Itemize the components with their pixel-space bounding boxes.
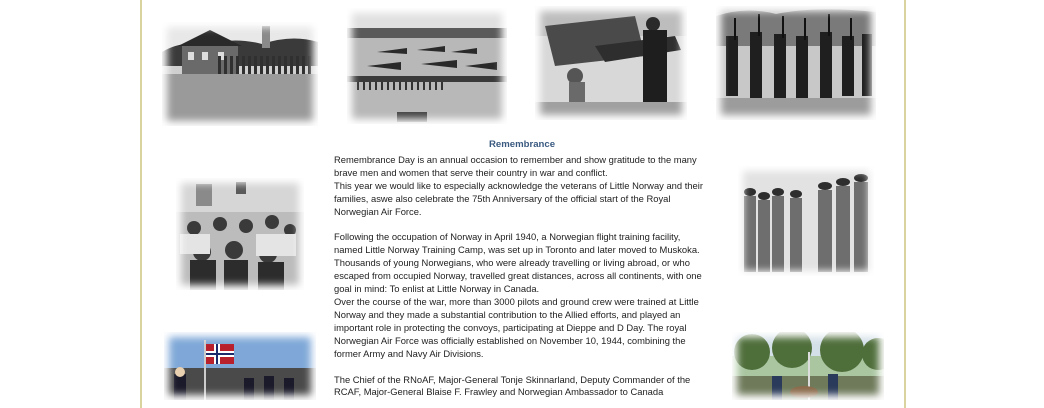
photo-mess-hall bbox=[176, 178, 304, 290]
article-paragraph-history: Following the occupation of Norway in April 1940, a Norwegian flight training facility, named Little Norway Training Camp, was set up in Toronto and later moved to Muskoka. Thousands of young Norwegians, who were already travelling or living abroad, or who escaped from occupied Norway, travelled great distances, across all continents, with one goal in mind: To enlist at Little Norway in Canada. bbox=[334, 231, 702, 295]
photo-camp-buildings bbox=[162, 22, 318, 126]
photo-officers-lineup bbox=[738, 166, 874, 276]
article-paragraph-anniversary: This year we would like to especially acknowledge the veterans of Little Norway and their families, aswe also celebrate the 75th Anniversary of the official start of the Royal Norwegian Air Force. bbox=[334, 179, 703, 217]
photo-memorial-garden bbox=[732, 332, 884, 400]
article bbox=[334, 139, 710, 399]
photo-airfield-planes bbox=[347, 8, 507, 124]
article-paragraph-contribution: Over the course of the war, more than 3000 pilots and ground crew were trained at Little Norway and they made a substantial contribution to the Allied efforts, and played an important role in protecting the convoys, participating at Dieppe and D Day. The royal Norwegian Air Force was officially established on November 10, 1944, combining the former Army and Navy Air Divisions. bbox=[334, 295, 699, 359]
photo-marching-soldiers bbox=[716, 6, 876, 120]
photo-plane-and-woman bbox=[535, 6, 687, 120]
photo-norwegian-flag bbox=[164, 332, 316, 400]
article-paragraph-intro: Remembrance Day is an annual occasion to remember and show gratitude to the many brave men and women that serve their country in war and conflict. bbox=[334, 153, 697, 178]
article-title: Remembrance bbox=[488, 139, 556, 150]
article-paragraph-chief: The Chief of the RNoAF, Major-General Tonje Skinnarland, Deputy Commander of the RCAF, Major-General Blaise F. Frawley and Norwegian Ambassador to Canada bbox=[334, 373, 691, 398]
